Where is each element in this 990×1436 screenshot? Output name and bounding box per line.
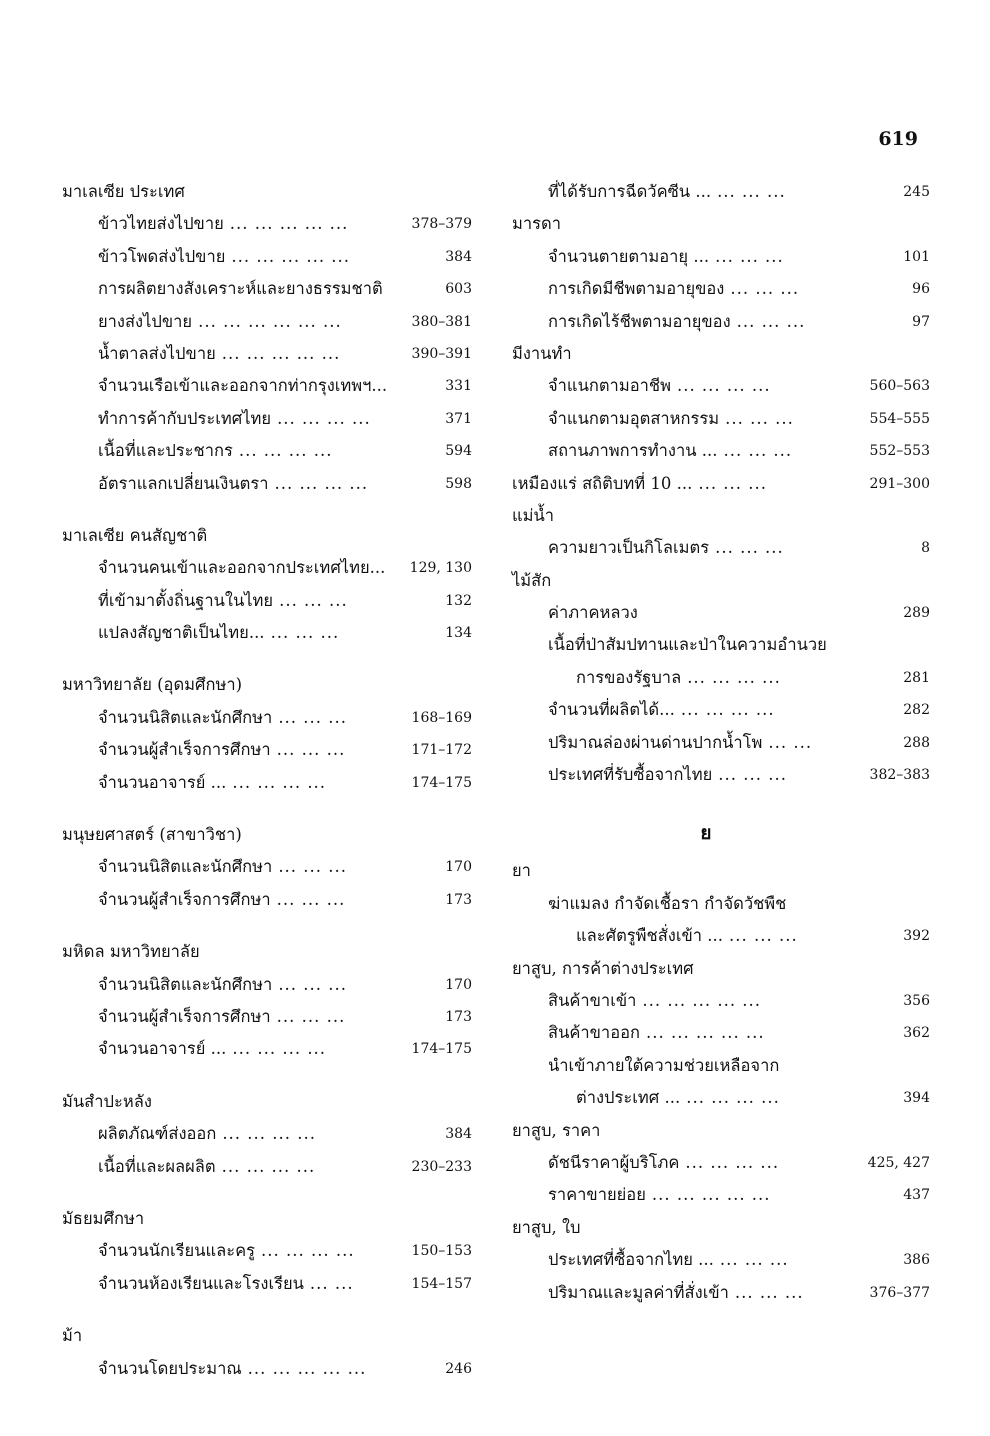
index-heading (62, 1086, 472, 1118)
section-spacer (62, 1300, 472, 1320)
page-reference: 386 (903, 1252, 930, 1269)
page-reference: 425, 427 (867, 1154, 930, 1171)
leader-dots: ... ... ... (718, 765, 787, 785)
index-entry (512, 306, 930, 338)
entry-text: ยาสูบ, การค้าต่างประเทศ (512, 958, 694, 978)
index-entry (512, 759, 930, 791)
page-reference: 376–377 (869, 1284, 930, 1301)
page-reference: 246 (445, 1360, 472, 1377)
entry-text: มาเลเซีย ประเทศ (62, 182, 185, 201)
index-column-right (512, 176, 930, 1309)
leader-dots: ... ... ... ... (232, 772, 327, 792)
index-entry (62, 370, 472, 402)
entry-text: ที่ได้รับการฉีดวัคซีน ... (548, 182, 712, 201)
index-entry (512, 1277, 930, 1309)
index-entry (512, 1244, 930, 1276)
leader-dots: ... ... ... ... (221, 1156, 316, 1176)
entry-text: ยางส่งไปขาย (98, 311, 193, 331)
entry-text: จำนวนนิสิตและนักศึกษา (98, 974, 273, 994)
page-reference: 245 (903, 184, 930, 200)
leader-dots: ... ... ... (715, 538, 784, 558)
leader-dots: ... ... ... (734, 1282, 804, 1302)
index-entry (62, 969, 472, 1001)
page-reference: 331 (445, 378, 472, 395)
entry-text: เนื้อที่และประชากร (98, 441, 233, 461)
entry-text: จำนวนผู้สำเร็จการศึกษา (98, 740, 271, 760)
index-entry (512, 1050, 930, 1082)
entry-text: ประเทศที่ซื้อจากไทย ... (548, 1250, 714, 1270)
entry-text: ไม้สัก (512, 570, 552, 590)
leader-dots: ... ... ... ... (277, 408, 371, 428)
index-entry (62, 1118, 472, 1150)
entry-text: สินค้าขาเข้า (548, 990, 637, 1010)
page-reference: 174–175 (411, 1041, 472, 1058)
index-heading (512, 855, 930, 887)
index-heading (62, 936, 472, 968)
index-heading (512, 468, 930, 500)
leader-dots: ... ... (768, 732, 813, 752)
leader-dots: ... ... ... (736, 311, 806, 331)
entry-text: การเกิดไร้ชีพตามอายุของ (548, 311, 731, 331)
page-reference: 132 (445, 592, 472, 609)
page-reference: 281 (903, 669, 930, 686)
page-reference: 594 (445, 443, 472, 460)
page-number: 619 (878, 128, 918, 150)
index-entry (62, 273, 472, 305)
page-reference: 170 (445, 859, 472, 876)
index-entry (512, 597, 930, 629)
page-reference: 170 (445, 976, 472, 993)
leader-dots: ... ... ... ... (685, 1152, 780, 1172)
index-entry (62, 734, 472, 766)
page-reference: 552–553 (869, 443, 930, 460)
index-heading (512, 1212, 930, 1244)
index-entry (512, 176, 930, 208)
index-entry (62, 851, 472, 883)
leader-dots: ... ... ... ... ... (646, 1023, 765, 1043)
section-spacer (62, 649, 472, 669)
entry-text: แปลงสัญชาติเป็นไทย... (98, 623, 265, 643)
entry-text: จำแนกตามอุตสาหกรรม (548, 408, 720, 428)
leader-dots: ... ... ... (276, 1006, 346, 1026)
entry-text: ข้าวโพดส่งไปขาย (98, 246, 226, 266)
index-entry (512, 1147, 930, 1179)
page-reference: 282 (903, 702, 930, 719)
index-entry (62, 306, 472, 338)
index-heading (62, 1320, 472, 1352)
index-entry (62, 552, 472, 584)
index-entry (62, 1151, 472, 1183)
page-reference: 384 (445, 1126, 472, 1143)
leader-dots: ... ... ... ... ... (231, 246, 351, 266)
index-entry (512, 1082, 930, 1114)
leader-dots: ... ... ... ... (222, 1124, 316, 1144)
entry-text: จำนวนโดยประมาณ (98, 1358, 242, 1378)
leader-dots: ... ... ... (715, 246, 784, 266)
entry-text: มหิดล มหาวิทยาลัย (62, 942, 200, 962)
leader-dots: ... ... ... ... ... (247, 1358, 367, 1378)
page-reference: 174–175 (411, 774, 472, 791)
leader-dots: ... ... ... (276, 889, 346, 909)
page-reference: 154–157 (411, 1275, 472, 1292)
entry-text: เนื้อที่และผลผลิต (98, 1156, 216, 1176)
index-entry (62, 585, 472, 617)
entry-text: การเกิดมีชีพตามอายุของ (548, 279, 725, 299)
index-entry (512, 1179, 930, 1211)
index-entry (62, 617, 472, 649)
entry-text: มนุษยศาสตร์ (สาขาวิชา) (62, 825, 242, 845)
page-reference: 171–172 (411, 742, 472, 759)
leader-dots: ... ... ... (729, 926, 798, 946)
index-column-left (62, 176, 472, 1385)
entry-text: การผลิตยางสังเคราะห์และยางธรรมชาติ (98, 279, 383, 299)
page-reference: 437 (903, 1187, 930, 1204)
index-heading (62, 669, 472, 701)
page-reference: 288 (903, 734, 930, 751)
entry-text: จำนวนนิสิตและนักศึกษา (98, 857, 273, 877)
entry-text: ม้า (62, 1326, 83, 1346)
entry-text: ปริมาณและมูลค่าที่สั่งเข้า (548, 1282, 729, 1302)
entry-text: มัธยมศึกษา (62, 1208, 145, 1228)
entry-text: จำนวนผู้สำเร็จการศึกษา (98, 1006, 271, 1026)
index-entry (512, 629, 930, 661)
entry-text: ที่เข้ามาตั้งถิ่นฐานในไทย (98, 590, 274, 610)
page-reference: 362 (903, 1025, 930, 1042)
entry-text: จำนวนผู้สำเร็จการศึกษา (98, 889, 271, 909)
leader-dots: ... ... ... ... ... (221, 343, 341, 363)
entry-text: ข้าวไทยส่งไปขาย (98, 214, 224, 234)
leader-dots: ... ... ... (279, 590, 348, 610)
page-reference: 392 (903, 928, 930, 945)
index-heading (512, 565, 930, 597)
index-entry (62, 241, 472, 273)
index-entry (512, 985, 930, 1017)
entry-text: ปริมาณล่องผ่านด่านปากน้ำโพ (548, 732, 763, 752)
index-entry (512, 403, 930, 435)
entry-text: มารดา (512, 214, 561, 234)
entry-text: อัตราแลกเปลี่ยนเงินตรา (98, 473, 269, 493)
page-reference: 380–381 (411, 313, 472, 330)
entry-text: ผลิตภัณฑ์ส่งออก (98, 1124, 217, 1144)
page-reference: 384 (445, 248, 472, 265)
page-reference: 603 (445, 281, 472, 298)
section-spacer (62, 500, 472, 520)
page-reference: 150–153 (411, 1243, 472, 1260)
leader-dots: ... ... ... (278, 857, 348, 877)
leader-dots: ... ... ... ... (260, 1241, 355, 1261)
page-reference: 97 (912, 313, 930, 330)
leader-dots: ... ... ... ... (232, 1039, 327, 1059)
entry-text: ยาสูบ, ราคา (512, 1120, 601, 1140)
index-heading (62, 819, 472, 851)
leader-dots: ... ... ... ... ... (642, 990, 762, 1010)
page-reference: 554–555 (869, 410, 930, 427)
leader-dots: ... ... ... (730, 279, 800, 299)
entry-text: ยา (512, 861, 531, 881)
section-letter-heading: ย (700, 822, 712, 845)
leader-dots: ... ... ... (698, 473, 768, 493)
leader-dots: ... ... ... (278, 974, 348, 994)
index-entry (62, 468, 472, 500)
index-entry (512, 888, 930, 920)
leader-dots: ... ... ... ... ... (229, 214, 349, 234)
page-reference: 129, 130 (409, 560, 472, 577)
entry-text: เหมืองแร่ สถิติบทที่ 10 ... (512, 473, 693, 493)
leader-dots: ... ... ... ... (686, 1088, 780, 1108)
index-entry (62, 1353, 472, 1385)
index-entry (512, 532, 930, 564)
leader-dots: ... ... ... ... (676, 376, 771, 396)
entry-text: ต่างประเทศ ... (576, 1088, 681, 1108)
index-entry (62, 1033, 472, 1065)
page-reference: 382–383 (869, 767, 930, 784)
section-spacer (62, 799, 472, 819)
entry-text: แม่น้ำ (512, 505, 555, 525)
entry-text: การของรัฐบาล (576, 667, 682, 687)
entry-text: จำนวนนิสิตและนักศึกษา (98, 707, 273, 727)
entry-text: จำนวนอาจารย์ ... (98, 1039, 227, 1059)
page-reference: 291–300 (869, 475, 930, 492)
entry-text: จำนวนตายตามอายุ ... (548, 246, 710, 266)
index-entry (512, 662, 930, 694)
page-reference: 8 (921, 540, 930, 557)
entry-text: น้ำตาลส่งไปขาย (98, 343, 216, 363)
entry-text: มาเลเซีย คนสัญชาติ (62, 525, 208, 545)
leader-dots: ... ... ... (276, 740, 346, 760)
index-entry (62, 1268, 472, 1300)
entry-text: จำนวนเรือเข้าและออกจากท่ากรุงเทพฯ... (98, 376, 388, 396)
entry-text: จำนวนนักเรียนและครู (98, 1241, 255, 1261)
leader-dots: ... ... ... ... (687, 667, 781, 687)
index-entry (62, 208, 472, 240)
entry-text: นำเข้าภายใต้ความช่วยเหลือจาก (548, 1055, 780, 1075)
entry-text: ยาสูบ, ใบ (512, 1217, 581, 1237)
index-heading (512, 953, 930, 985)
entry-text: มันสำปะหลัง (62, 1091, 152, 1111)
index-entry (512, 370, 930, 402)
index-entry (62, 884, 472, 916)
leader-dots: ... ... ... ... (680, 700, 775, 720)
index-entry (512, 920, 930, 952)
entry-text: สินค้าขาออก (548, 1023, 641, 1043)
leader-dots: ... ... ... (717, 182, 786, 201)
entry-text: ค่าภาคหลวง (548, 603, 638, 623)
section-spacer (62, 1066, 472, 1086)
index-heading (512, 338, 930, 370)
index-heading (62, 520, 472, 552)
entry-text: มีงานทำ (512, 343, 572, 363)
entry-text: จำนวนที่ผลิตได้... (548, 700, 675, 720)
section-spacer (62, 916, 472, 936)
index-entry (512, 727, 930, 759)
page-reference: 356 (903, 992, 930, 1009)
entry-text: สถานภาพการทำงาน ... (548, 441, 718, 461)
index-entry (62, 435, 472, 467)
leader-dots: ... ... ... (278, 707, 348, 727)
page-reference: 173 (445, 1008, 472, 1025)
entry-text: มหาวิทยาลัย (อุดมศึกษา) (62, 675, 243, 695)
index-entry (512, 241, 930, 273)
index-heading (512, 208, 930, 240)
page-reference: 168–169 (411, 709, 472, 726)
index-heading (512, 1115, 930, 1147)
entry-text: ความยาวเป็นกิโลเมตร (548, 538, 710, 558)
index-entry (62, 338, 472, 370)
index-entry (62, 767, 472, 799)
page-reference: 101 (903, 248, 930, 265)
entry-text: จำนวนคนเข้าและออกจากประเทศไทย... (98, 558, 386, 578)
section-spacer (62, 1183, 472, 1203)
entry-text: จำนวนห้องเรียนและโรงเรียน (98, 1273, 304, 1293)
entry-text: ฆ่าแมลง กำจัดเชื้อรา กำจัดวัชพืช (548, 893, 787, 913)
leader-dots: ... ... ... (723, 441, 793, 461)
index-heading (62, 176, 472, 208)
leader-dots: ... ... ... (725, 408, 794, 428)
page-reference: 378–379 (411, 216, 472, 233)
entry-text: จำนวนอาจารย์ ... (98, 772, 227, 792)
index-entry (62, 702, 472, 734)
entry-text: จำแนกตามอาชีพ (548, 376, 671, 396)
leader-dots: ... ... ... ... (238, 441, 333, 461)
index-entry (512, 273, 930, 305)
index-entry (512, 435, 930, 467)
page-reference: 560–563 (869, 378, 930, 395)
page-reference: 390–391 (411, 345, 472, 362)
index-entry (512, 1017, 930, 1049)
page-reference: 394 (903, 1090, 930, 1107)
page-reference: 134 (445, 625, 472, 642)
page-reference: 96 (912, 281, 930, 298)
page-reference: 371 (445, 410, 472, 427)
page-reference: 173 (445, 891, 472, 908)
section-spacer (512, 791, 930, 811)
entry-text: ดัชนีราคาผู้บริโภค (548, 1152, 680, 1172)
leader-dots: ... ... ... (719, 1250, 789, 1270)
leader-dots: ... ... ... ... (274, 473, 369, 493)
index-heading (512, 500, 930, 532)
page-reference: 598 (445, 475, 472, 492)
leader-dots: ... ... ... ... ... (651, 1185, 771, 1205)
page-reference: 289 (903, 605, 930, 622)
index-entry (512, 694, 930, 726)
index-entry (62, 1001, 472, 1033)
entry-text: และศัตรูพืชสั่งเข้า ... (576, 926, 724, 946)
index-entry (62, 1235, 472, 1267)
page-reference: 230–233 (411, 1158, 472, 1175)
leader-dots: ... ... (309, 1273, 354, 1293)
index-entry (62, 403, 472, 435)
entry-text: เนื้อที่ป่าสัมปทานและป่าในความอำนวย (548, 635, 827, 655)
entry-text: ประเทศที่รับซื้อจากไทย (548, 765, 713, 785)
leader-dots: ... ... ... ... ... ... (198, 311, 342, 331)
entry-text: ราคาขายย่อย (548, 1185, 646, 1205)
entry-text: ทำการค้ากับประเทศไทย (98, 408, 272, 428)
leader-dots: ... ... ... (270, 623, 340, 643)
index-heading (62, 1203, 472, 1235)
